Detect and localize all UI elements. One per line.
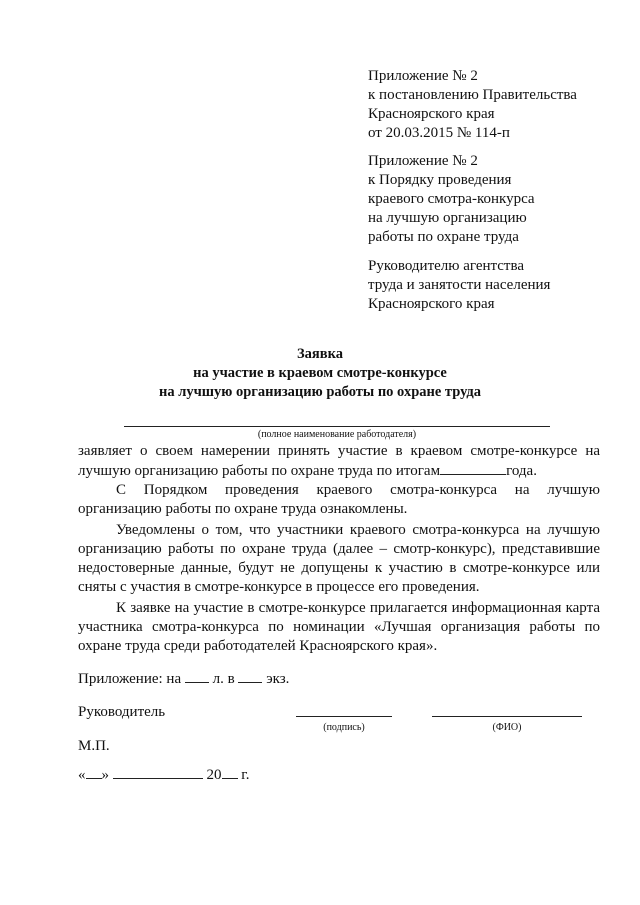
annex-line: на лучшую организацию — [368, 210, 527, 226]
paragraph-notified: Уведомлены о том, что участники краевого смотра-конкурса на лучшую организацию работы по охране труда (далее – смотр-конкурс), представившие недостоверные данные, будут не допущены к участию в смотре-конкурсе или сняты с участия в смотре-конкурсе в процессе его проведения. — [78, 522, 600, 595]
paragraph-acquainted: С Порядком проведения краевого смотра-конкурса на лучшую организацию работы по охране труда ознакомлены. — [78, 482, 600, 517]
document-body — [78, 442, 600, 656]
title-line: Заявка — [297, 346, 343, 362]
annex-line: к Порядку проведения — [368, 172, 512, 188]
employer-name-line — [124, 426, 550, 427]
sheets-blank — [185, 669, 209, 683]
date-line — [78, 765, 249, 784]
annex-line: Приложение № 2 — [368, 153, 478, 169]
attachment-mid: л. в — [212, 671, 235, 687]
paragraph-attachment-info: К заявке на участие в смотре-конкурсе прилагается информационная карта участника смотра-конкурса по номинации «Лучшая организация работы по охране труда среди работодателей Красноярского края». — [78, 600, 600, 654]
full-name-line — [432, 716, 582, 717]
annex-line: работы по охране труда — [368, 229, 519, 245]
year-suffix: г. — [241, 767, 250, 783]
annex-line: от 20.03.2015 № 114-п — [368, 125, 510, 141]
employer-name-caption: (полное наименование работодателя) — [257, 429, 417, 440]
day-blank — [86, 765, 102, 779]
addressee-block — [368, 257, 550, 314]
signature-line — [296, 716, 392, 717]
title-line: на лучшую организацию работы по охране труда — [158, 384, 482, 400]
attachment-suffix: экз. — [266, 671, 290, 687]
date-close-quote: » — [101, 767, 109, 783]
signature-caption: (подпись) — [323, 722, 365, 733]
copies-blank — [238, 669, 262, 683]
document-title — [0, 345, 640, 402]
annex-line: краевого смотра-конкурса — [368, 191, 535, 207]
annex-block-government — [368, 67, 577, 143]
annex-line: к постановлению Правительства — [368, 87, 577, 103]
month-blank — [113, 765, 203, 779]
year-prefix: 20 — [206, 767, 222, 783]
full-name-caption: (ФИО) — [492, 722, 522, 733]
annex-line: Красноярского края — [368, 106, 495, 122]
signature-label: Руководитель — [78, 704, 166, 720]
paragraph-intent-end: года. — [506, 463, 537, 479]
attachment-line — [78, 669, 289, 688]
annex-block-procedure — [368, 152, 535, 247]
year-digits-blank — [222, 765, 238, 779]
addressee-line: Руководителю агентства — [368, 258, 525, 274]
annex-line: Приложение № 2 — [368, 68, 478, 84]
stamp-place: М.П. — [78, 738, 110, 754]
date-open-quote: « — [78, 767, 86, 783]
year-blank — [440, 461, 506, 475]
paragraph-intent — [78, 442, 600, 481]
addressee-line: труда и занятости населения — [368, 277, 551, 293]
paragraph-intent-text: заявляет о своем намерении принять участие в краевом смотре-конкурсе на лучшую организацию работы по охране труда по итогам — [78, 443, 600, 479]
attachment-prefix: Приложение: на — [78, 671, 182, 687]
title-line: на участие в краевом смотре-конкурсе — [193, 365, 447, 381]
addressee-line: Красноярского края — [368, 296, 495, 312]
